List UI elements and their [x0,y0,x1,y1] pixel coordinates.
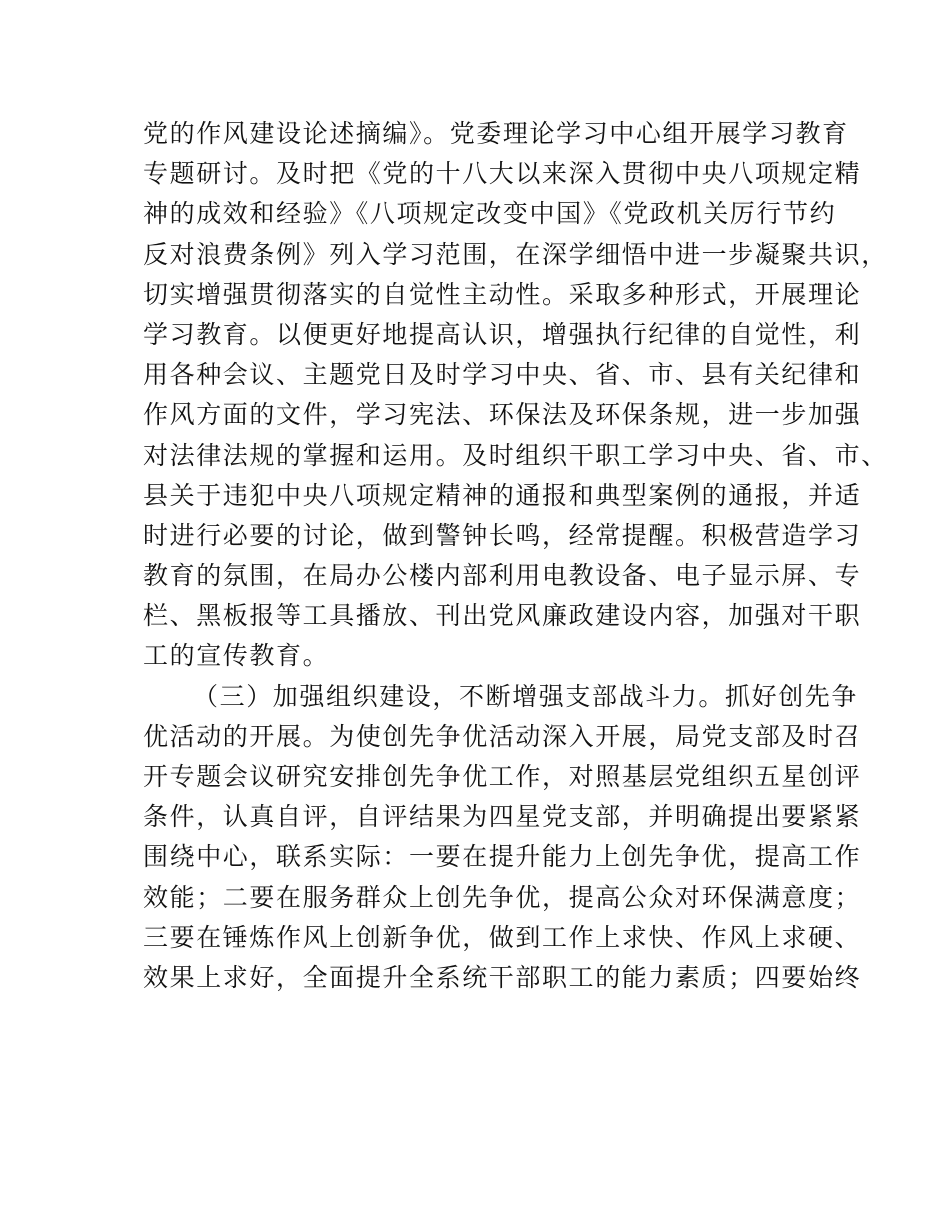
text-line: 条件，认真自评，自评结果为四星党支部，并明确提出要紧紧 [143,802,862,832]
text-line: 三要在锤炼作风上创新争优，做到工作上求快、作风上求硬、 [143,922,862,952]
text-line: 用各种会议、主题党日及时学习中央、省、市、县有关纪律和 [143,360,862,390]
text-line: 围绕中心，联系实际：一要在提升能力上创先争优，提高工作 [143,842,862,872]
text-line: 工的宣传教育。 [143,641,330,671]
body-text [143,114,888,998]
text-line: 效能；二要在服务群众上创先争优，提高公众对环保满意度； [143,882,862,912]
text-line: 开专题会议研究安排创先争优工作，对照基层党组织五星创评 [143,762,862,791]
text-line: 效果上求好，全面提升全系统干部职工的能力素质；四要始终 [143,962,862,992]
text-line: 教育的氛围，在局办公楼内部利用电教设备、电子显示屏、专 [143,561,862,591]
text-line: 作风方面的文件，学习宪法、环保法及环保条规，进一步加强 [143,400,862,430]
text-line: 优活动的开展。为使创先争优活动深入开展，局党支部及时召 [143,721,862,751]
text-line: 县关于违犯中央八项规定精神的通报和典型案例的通报，并适 [143,480,862,510]
text-line: 切实增强贯彻落实的自觉性主动性。采取多种形式，开展理论 [143,279,862,309]
text-line: 对法律法规的掌握和运用。及时组织干职工学习中央、省、市、 [143,440,888,470]
text-line: 反对浪费条例》列入学习范围，在深学细悟中进一步凝聚共识， [143,239,888,269]
text-line: 专题研讨。及时把《党的十八大以来深入贯彻中央八项规定精 [143,159,862,189]
text-line: 党的作风建设论述摘编》。党委理论学习中心组开展学习教育 [143,119,849,148]
text-line: 神的成效和经验》《八项规定改变中国》《党政机关厉行节约 [143,199,837,229]
text-line: 栏、黑板报等工具播放、刊出党风廉政建设内容，加强对干职 [143,601,862,631]
section-heading-line: （三）加强组织建设，不断增强支部战斗力。抓好创先争 [193,681,859,711]
text-line: 时进行必要的讨论，做到警钟长鸣，经常提醒。积极营造学习 [143,520,862,550]
text-line: 学习教育。以便更好地提高认识，增强执行纪律的自觉性，利 [143,319,862,349]
